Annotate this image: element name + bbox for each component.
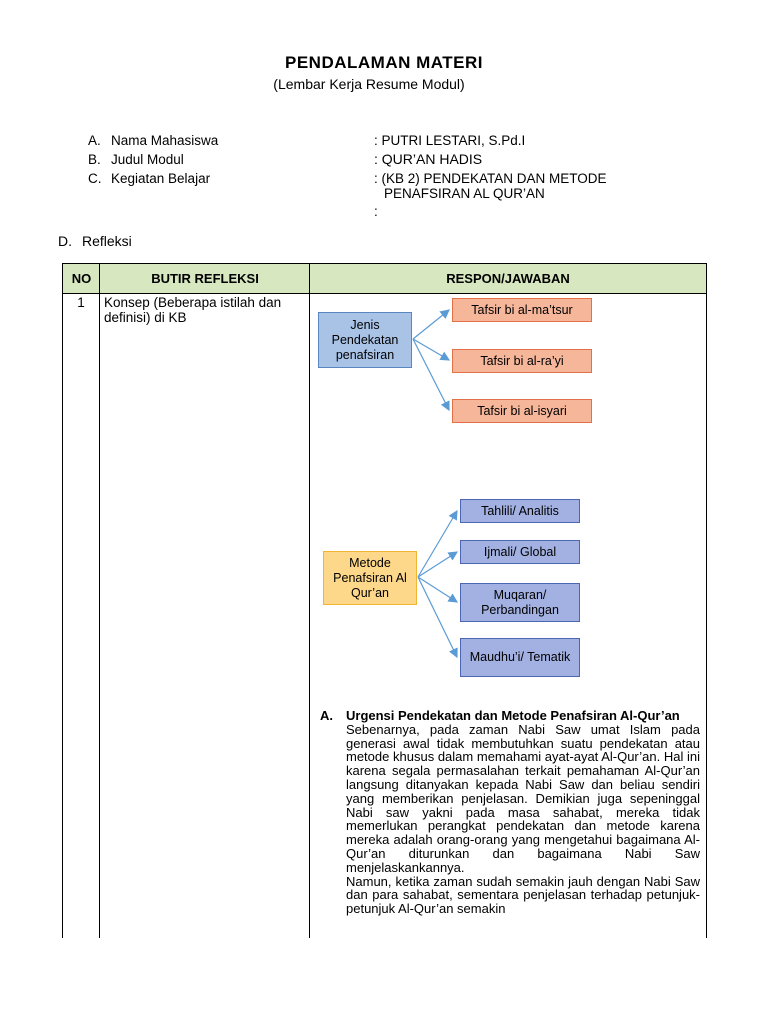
identity-label: Judul Modul xyxy=(111,152,184,167)
arrow-connector xyxy=(413,310,449,339)
section-a-heading: Urgensi Pendekatan dan Metode Penafsiran Al-Qur’an xyxy=(346,708,680,723)
arrow-connector xyxy=(418,552,457,577)
identity-value-activity-cont: PENAFSIRAN AL QUR’AN xyxy=(384,186,545,201)
diagram-root-metode: Metode Penafsiran Al Qur’an xyxy=(323,551,417,605)
diagram-node: Maudhu’i/ Tematik xyxy=(460,638,580,677)
page-subtitle: (Lembar Kerja Resume Modul) xyxy=(273,76,465,92)
row-butir: Konsep (Beberapa istilah dan definisi) di KB xyxy=(104,295,282,325)
diagram-root-pendekatan: Jenis Pendekatan penafsiran xyxy=(318,312,412,368)
section-a xyxy=(320,709,700,916)
section-a-letter: A. xyxy=(320,708,333,723)
header-respon: RESPON/JAWABAN xyxy=(310,264,706,294)
header-no: NO xyxy=(63,264,100,294)
arrow-connector xyxy=(418,511,457,577)
identity-value-module: : QUR’AN HADIS xyxy=(374,151,483,167)
row-number: 1 xyxy=(77,295,85,310)
identity-letter: B. xyxy=(88,152,101,167)
header-butir: BUTIR REFLEKSI xyxy=(100,264,310,294)
section-d-label: Refleksi xyxy=(82,233,132,249)
diagram-node: Muqaran/ Perbandingan xyxy=(460,583,580,622)
section-a-paragraph: Namun, ketika zaman sudah semakin jauh dengan Nabi Saw dan para sahabat, sementara penjelasan terhadap petunjuk-petunjuk Al-Qur’an semakin xyxy=(346,873,700,917)
diagram-node: Ijmali/ Global xyxy=(460,540,580,564)
diagram-node: Tahlili/ Analitis xyxy=(460,499,580,523)
diagram-node: Tafsir bi al-ra’yi xyxy=(452,349,592,373)
diagram-node: Tafsir bi al-ma’tsur xyxy=(452,298,592,322)
identity-value-blank: : xyxy=(374,204,378,219)
diagram-node: Tafsir bi al-isyari xyxy=(452,399,592,423)
section-d-letter: D. xyxy=(58,233,72,249)
identity-letter: C. xyxy=(88,171,102,186)
identity-label: Kegiatan Belajar xyxy=(111,171,211,186)
identity-label: Nama Mahasiswa xyxy=(111,133,219,148)
identity-value-name: : PUTRI LESTARI, S.Pd.I xyxy=(374,133,526,148)
page-title: PENDALAMAN MATERI xyxy=(284,53,483,72)
identity-value-activity: : (KB 2) PENDEKATAN DAN METODE xyxy=(374,171,607,186)
section-a-paragraph: Sebenarnya, pada zaman Nabi Saw umat Islam pada generasi awal tidak membutuhkan suatu pendekatan atau metode khusus dalam memahami ayat-ayat Al-Qur’an. Hal ini karena segala permasalahan terkait pemahaman Al-Qur’an langsung ditanyakan kepada Nabi Saw dan beliau sendiri yang memberikan penjelasan. Demikian juga sepeninggal Nabi saw yakni pada masa sahabat, mereka tidak memerlukan perangkat pendekatan dan metode karena mereka adalah orang-orang yang mengetahui bagaimana Al-Qur’an diturunkan dan bagaimana Nabi Saw menjelaskankannya. xyxy=(346,721,700,875)
identity-letter: A. xyxy=(88,133,101,148)
